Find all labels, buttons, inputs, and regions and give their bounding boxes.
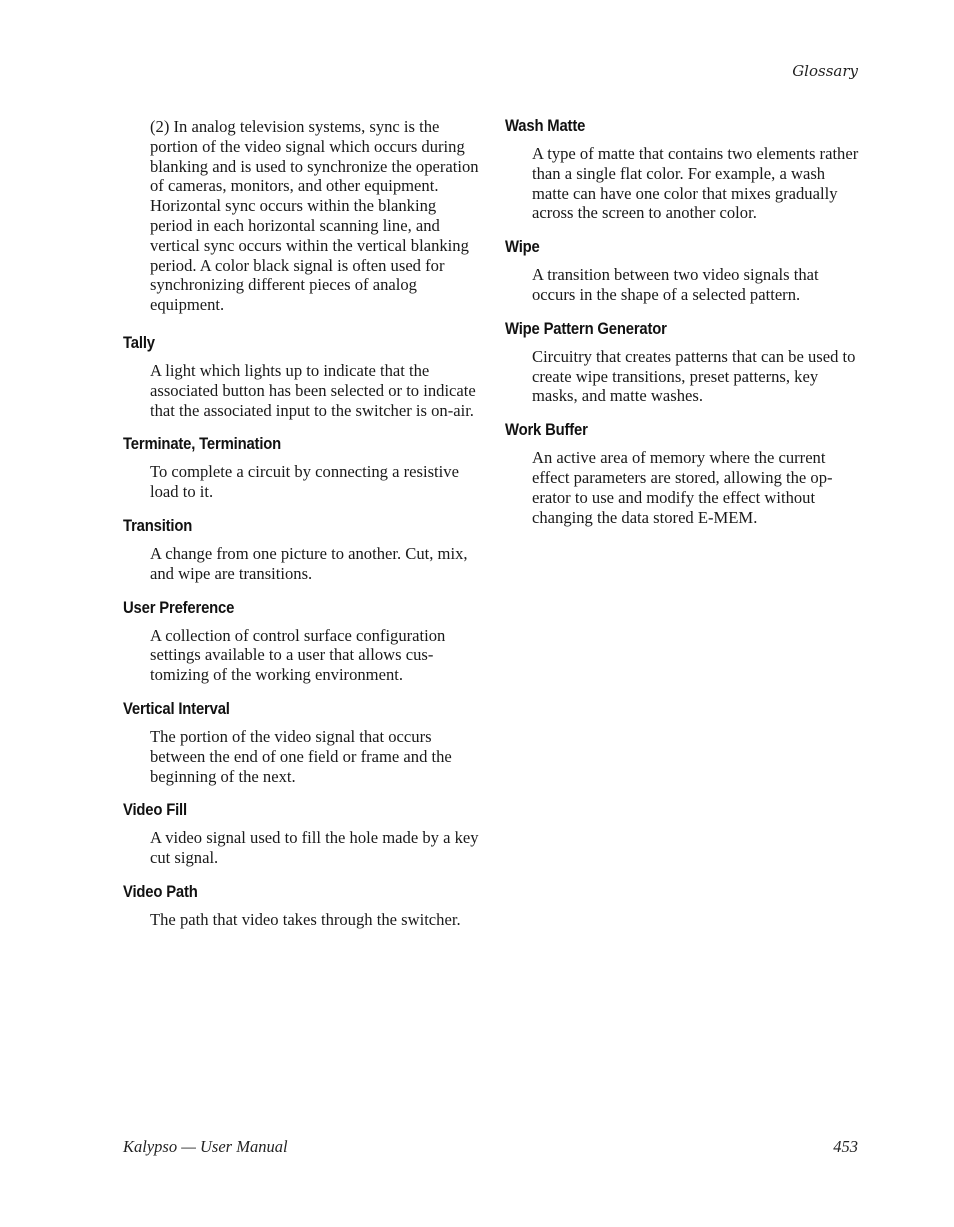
glossary-definition: A video signal used to fill the hole made by a key cut signal. (150, 828, 479, 868)
glossary-definition: To complete a circuit by connecting a resistive load to it. (150, 462, 459, 502)
glossary-term: Transition (123, 516, 193, 535)
glossary-term: Wash Matte (505, 117, 586, 135)
glossary-definition: A light which lights up to indicate that the associated button has been selected or to indicate that the associated input to the switcher is on-air. (150, 360, 476, 420)
page-number: 453 (833, 1137, 858, 1156)
right-column (505, 116, 865, 541)
glossary-term: Video Fill (123, 801, 187, 820)
glossary-term: Video Path (123, 882, 198, 901)
glossary-entry-tally (123, 333, 483, 420)
glossary-definition: Circuitry that creates patterns that can be used to create wipe transitions, preset patterns, key masks, and matte washes. (532, 346, 856, 406)
glossary-definition: An active area of memory where the current effect parameters are stored, allowing the operator to use and modify the effect without changing the data stored E-MEM. (532, 448, 833, 527)
glossary-entry-work-buffer (505, 420, 865, 527)
glossary-definition: The portion of the video signal that occurs between the end of one field or frame and the beginning of the next. (150, 726, 452, 786)
glossary-term: Terminate, Termination (123, 435, 282, 454)
glossary-term: Work Buffer (505, 421, 588, 440)
glossary-term: Wipe (505, 238, 540, 257)
glossary-entry-wash-matte (505, 116, 865, 223)
glossary-entry-video-fill (123, 800, 483, 868)
glossary-term: Wipe Pattern Generator (505, 319, 667, 338)
glossary-term: Tally (123, 333, 155, 352)
glossary-entry-user-preference (123, 598, 483, 685)
glossary-entry-video-path (123, 882, 483, 930)
glossary-definition: The path that video takes through the switcher. (150, 909, 461, 929)
running-header: Glossary (792, 62, 858, 80)
continued-definition: (2) In analog television systems, sync is the portion of the video signal which occurs during blanking and is used to synchronize the operation of cameras, monitors, and other equipment. Horizontal sync occurs within the blanking period in each horizontal scanning line, and vertical sync occurs within the vertical blanking period. A color black signal is often used for synchronizing different pieces of analog equipment. (150, 117, 479, 315)
footer-manual-title: Kalypso — User Manual (123, 1137, 288, 1156)
glossary-definition: A collection of control surface configuration settings available to a user that allows customizing of the working environment. (150, 625, 446, 685)
left-column (123, 116, 483, 944)
glossary-definition: A type of matte that contains two elements rather than a single flat color. For example, a wash matte can have one color that mixes gradually across the screen to another color. (532, 144, 859, 223)
glossary-entry-wipe (505, 237, 865, 305)
glossary-entry-wipe-pattern-generator (505, 319, 865, 406)
glossary-entry-terminate (123, 434, 483, 502)
glossary-definition: A change from one picture to another. Cut, mix, and wipe are transitions. (150, 543, 468, 583)
glossary-term: User Preference (123, 598, 235, 617)
glossary-entry-transition (123, 516, 483, 584)
glossary-definition: A transition between two video signals that occurs in the shape of a selected pattern. (532, 265, 819, 304)
glossary-term: Vertical Interval (123, 699, 230, 718)
glossary-entry-vertical-interval (123, 699, 483, 786)
